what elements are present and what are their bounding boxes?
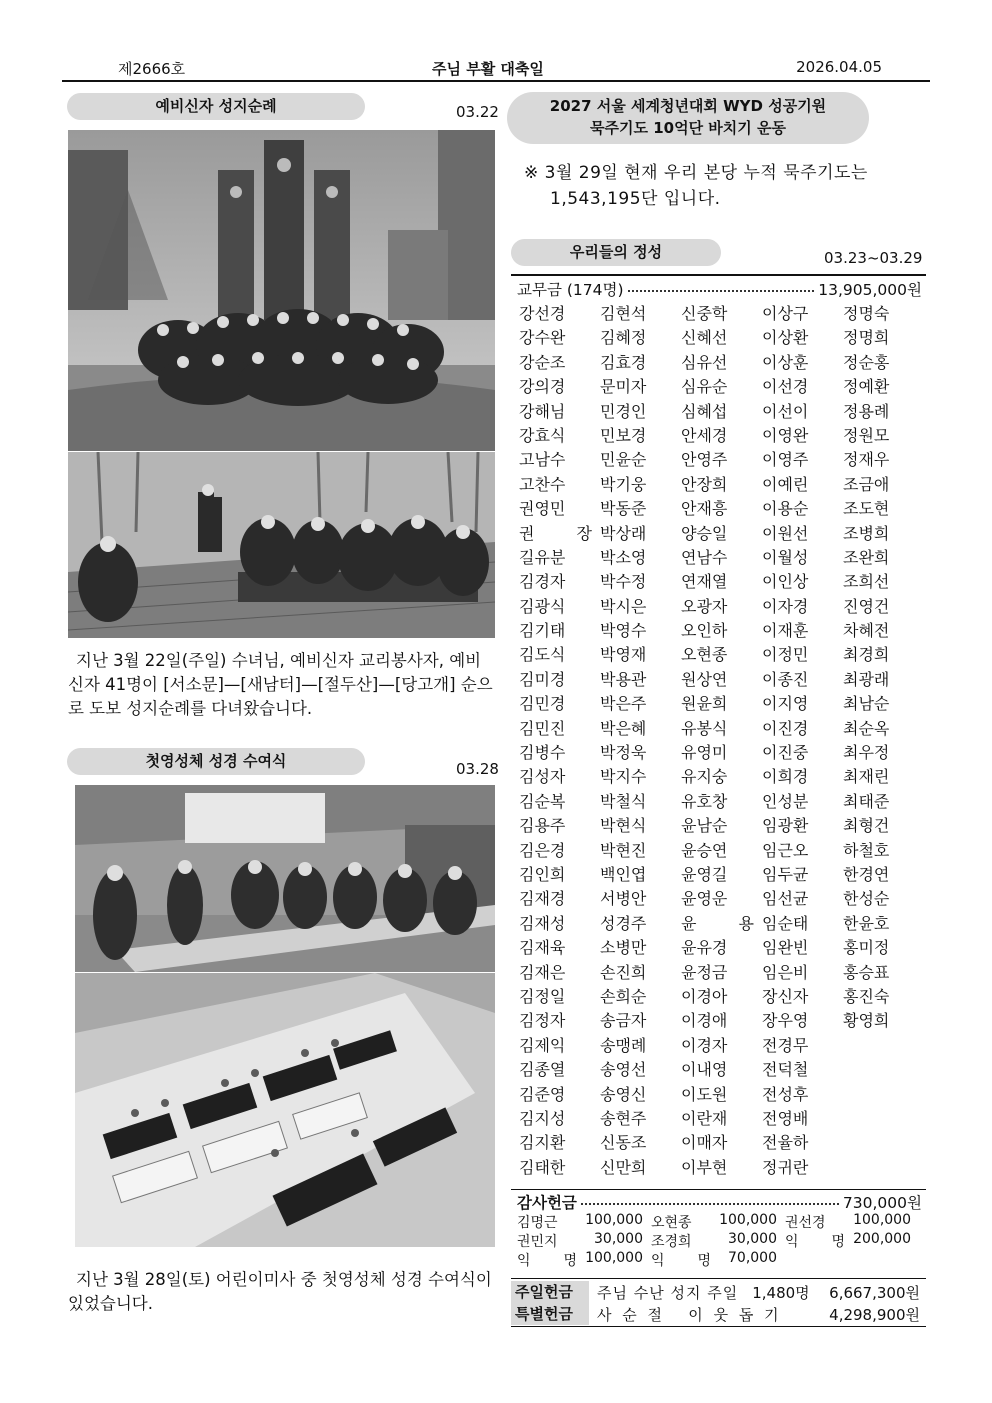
thanks-donor-amount: 100,000: [853, 1212, 911, 1228]
donor-name: 차혜전: [843, 621, 890, 641]
donor-name: 연재열: [681, 572, 728, 592]
thanks-donor-name: 김명근: [517, 1215, 558, 1231]
communion-bibles-photo: [75, 973, 495, 1247]
donor-name: 이상훈: [762, 352, 809, 372]
donor-name: 황영희: [843, 1011, 890, 1031]
donor-name: 홍미정: [843, 938, 890, 958]
donor-name: 이란재: [681, 1108, 728, 1128]
dues-leader-dots: [628, 282, 815, 292]
donor-name: 연남수: [681, 547, 728, 567]
donor-name: 진영건: [843, 596, 890, 616]
thanks-donor-amount: [849, 1250, 919, 1269]
donor-name: 유호창: [681, 791, 728, 811]
donor-name: [841, 1082, 922, 1106]
donor-name: 손진희: [600, 962, 647, 982]
wyd-title: [507, 92, 869, 144]
dues-donor-names: [517, 301, 922, 1179]
donor-name: 김효경: [600, 352, 647, 372]
pilgrimage-title: 예비신자 성지순례: [67, 93, 365, 120]
donor-name: 권 장: [519, 523, 592, 543]
donor-name: 이월성: [762, 547, 809, 567]
special-offering-label: 특별헌금: [511, 1303, 589, 1325]
donor-name: 윤정금: [681, 962, 728, 982]
donor-name: 김민경: [519, 694, 566, 714]
donor-name: 안영주: [681, 450, 728, 470]
donor-name: 백인엽: [600, 864, 647, 884]
donor-name: 윤남순: [681, 816, 728, 836]
page-header: [62, 58, 930, 82]
donor-name: 유지숭: [681, 767, 728, 787]
donor-name: 정예환: [843, 377, 890, 397]
donor-name: 송현주: [600, 1108, 647, 1128]
donor-name: 심유순: [681, 377, 728, 397]
thanks-donor-name: 권선경: [785, 1215, 826, 1231]
donor-name: 김재육: [519, 938, 566, 958]
dues-amount: 13,905,000원: [818, 281, 922, 299]
wyd-title-line2: 묵주기도 10억단 바치기 운동: [590, 119, 786, 137]
donor-name: 김광식: [519, 596, 566, 616]
dues-total-row: [517, 277, 922, 301]
donor-name: 장신자: [762, 986, 809, 1006]
issue-number: 제2666호: [118, 60, 186, 78]
donor-name: 김미경: [519, 669, 566, 689]
donor-name: 민윤순: [600, 450, 647, 470]
donor-name: 이선이: [762, 401, 809, 421]
donor-name: [841, 1106, 922, 1130]
pilgrimage-group-photo: [68, 130, 495, 451]
pilgrimage-caption: 지난 3월 22일(주일) 수녀님, 예비신자 교리봉사자, 예비신자 41명이 [서소문]—[새남터]—[절두산]—[당고개] 순으로 도보 성지순례를 다녀왔습니다.: [68, 651, 493, 718]
donor-name: 김현석: [600, 304, 647, 323]
donor-name: 임완빈: [762, 938, 809, 958]
thanks-total-row: [517, 1190, 922, 1214]
donor-name: 김종열: [519, 1060, 566, 1080]
donor-name: 전성후: [762, 1084, 809, 1104]
donor-name: 임순태: [762, 913, 809, 933]
thanks-donor-amount: 100,000: [585, 1212, 643, 1228]
donor-name: 김정일: [519, 986, 566, 1006]
donor-name: 박상래: [600, 523, 647, 543]
sunday-offering-amount: 6,667,300원: [829, 1283, 920, 1302]
donor-name: 한윤호: [843, 913, 890, 933]
donor-name: 김은경: [519, 840, 566, 860]
thanks-donor-amount: 70,000: [728, 1250, 777, 1266]
donor-name: 김경자: [519, 572, 566, 592]
donor-name: 원윤희: [681, 694, 728, 714]
pilgrimage-date: 03.22: [456, 103, 499, 121]
donor-name: 조희선: [843, 572, 890, 592]
donor-name: 임선균: [762, 889, 809, 909]
communion-ceremony-photo: [75, 785, 495, 972]
thanks-donor-amount: 30,000: [594, 1231, 643, 1247]
donor-name: 심혜섭: [681, 401, 728, 421]
donor-name: 임근오: [762, 840, 809, 860]
donor-name: 조금애: [843, 474, 890, 494]
donor-name: 이경아: [681, 986, 728, 1006]
thanks-donor-name: 조경희: [651, 1234, 692, 1250]
donor-name: 안재흥: [681, 499, 728, 519]
sunday-offering-label: 주일헌금: [511, 1281, 589, 1303]
donor-name: 이진중: [762, 743, 809, 763]
offer-top-rule: [511, 1278, 926, 1279]
donor-name: 길유분: [519, 547, 566, 567]
donor-name: 신중학: [681, 304, 728, 323]
donor-name: 박현진: [600, 840, 647, 860]
donor-name: 오현종: [681, 645, 728, 665]
donor-name: 이상환: [762, 328, 809, 348]
donor-name: 송영선: [600, 1060, 647, 1080]
donor-name: 이종진: [762, 669, 809, 689]
donor-name: 이재훈: [762, 621, 809, 641]
donor-name: 민보경: [600, 425, 647, 445]
donor-name: 한성순: [843, 889, 890, 909]
donor-name: 김혜정: [600, 328, 647, 348]
donor-name: 최우정: [843, 743, 890, 763]
thanks-donor-list: [517, 1212, 922, 1269]
donor-name: 김용주: [519, 816, 566, 836]
donor-name: 박기웅: [600, 474, 647, 494]
donor-name: 양승일: [681, 523, 728, 543]
donor-name: 윤영운: [681, 889, 728, 909]
donor-name: 이내영: [681, 1060, 728, 1080]
offering-top-rule: [511, 274, 926, 276]
sunday-offering-desc: 주님 수난 성지 주일: [597, 1283, 739, 1302]
donor-name: 정순홍: [843, 352, 890, 372]
donor-name: 김재성: [519, 913, 566, 933]
donor-name: 강순조: [519, 352, 566, 372]
donor-name: 신만희: [600, 1157, 647, 1177]
donor-name: 김성자: [519, 767, 566, 787]
donor-name: 이부현: [681, 1157, 728, 1177]
donor-name: 이인상: [762, 572, 809, 592]
donor-name: 심유선: [681, 352, 728, 372]
donor-name: 이상구: [762, 304, 809, 323]
donor-name: 이영완: [762, 425, 809, 445]
donor-name: 송금자: [600, 1011, 647, 1031]
special-offering-row: [511, 1303, 926, 1325]
donor-name: 이경자: [681, 1035, 728, 1055]
donor-name: 최광래: [843, 669, 890, 689]
donor-name: 정명희: [843, 328, 890, 348]
donor-name: 박시은: [600, 596, 647, 616]
donor-name: 김기태: [519, 621, 566, 641]
donor-name: 박정욱: [600, 743, 647, 763]
donor-name: 김준영: [519, 1084, 566, 1104]
donor-name: 이희경: [762, 767, 809, 787]
donor-name: 정재우: [843, 450, 890, 470]
donor-name: 민경인: [600, 401, 647, 421]
issue-date: 2026.04.05: [796, 58, 882, 76]
thanks-donor-amount: 100,000: [719, 1212, 777, 1228]
communion-caption: 지난 3월 28일(토) 어린이미사 중 첫영성체 성경 수여식이 있었습니다.: [68, 1270, 492, 1313]
donor-name: 최경희: [843, 645, 890, 665]
donor-name: 이도원: [681, 1084, 728, 1104]
donor-name: 윤영길: [681, 864, 728, 884]
donor-name: 박용관: [600, 669, 647, 689]
donor-name: 최형건: [843, 816, 890, 836]
donor-name: 최태준: [843, 791, 890, 811]
donor-name: [841, 1033, 922, 1057]
donor-name: 정귀란: [762, 1157, 809, 1177]
donor-name: 유봉식: [681, 718, 728, 738]
donor-name: 김지성: [519, 1108, 566, 1128]
donor-name: 인성분: [762, 791, 809, 811]
donor-name: 소병만: [600, 938, 647, 958]
donor-name: 정명숙: [843, 304, 890, 323]
donor-name: 한경연: [843, 864, 890, 884]
donor-name: 김재경: [519, 889, 566, 909]
donor-name: 강해님: [519, 401, 566, 421]
donor-name: 최남순: [843, 694, 890, 714]
donor-name: 박영수: [600, 621, 647, 641]
donor-name: 정원모: [843, 425, 890, 445]
donor-name: 박은주: [600, 694, 647, 714]
donor-name: [841, 1057, 922, 1081]
donor-name: 전덕철: [762, 1060, 809, 1080]
donor-name: 김재은: [519, 962, 566, 982]
sunday-offering-count: 1,480명: [752, 1283, 810, 1302]
special-offering-desc: 사 순 절 이 웃 돕 기: [597, 1305, 782, 1324]
donor-name: 조병희: [843, 523, 890, 543]
donor-name: 박지수: [600, 767, 647, 787]
donor-name: 이예린: [762, 474, 809, 494]
donor-name: 고남수: [519, 450, 566, 470]
donor-name: 이정민: [762, 645, 809, 665]
donor-name: 홍진숙: [843, 986, 890, 1006]
donor-name: 정용례: [843, 401, 890, 421]
donor-name: 권영민: [519, 499, 566, 519]
donor-name: 박동준: [600, 499, 647, 519]
donor-name: 강수완: [519, 328, 566, 348]
dues-label: 교무금 (174명): [517, 281, 624, 299]
donor-name: 김도식: [519, 645, 566, 665]
donor-name: 김제익: [519, 1035, 566, 1055]
donor-name: 신혜선: [681, 328, 728, 348]
donor-name: 강효식: [519, 425, 566, 445]
special-offering-amount: 4,298,900원: [829, 1305, 920, 1324]
donor-name: 임두균: [762, 864, 809, 884]
donor-name: 전율하: [762, 1133, 809, 1153]
donor-name: 박소영: [600, 547, 647, 567]
donor-name: 박영재: [600, 645, 647, 665]
donor-name: 윤 용: [681, 913, 754, 933]
thanks-donor-name: [785, 1250, 849, 1269]
donor-name: 박은혜: [600, 718, 647, 738]
donor-name: 최순옥: [843, 718, 890, 738]
donor-name: 원상연: [681, 669, 728, 689]
donor-name: 서병안: [600, 889, 647, 909]
donor-name: 윤승연: [681, 840, 728, 860]
thanks-donor-name: 오현종: [651, 1215, 692, 1231]
donor-name: [841, 1155, 922, 1179]
donor-name: 이경애: [681, 1011, 728, 1031]
donor-name: 하철호: [843, 840, 890, 860]
donor-name: 이지영: [762, 694, 809, 714]
donor-name: 조도현: [843, 499, 890, 519]
thanks-donor-amount: 200,000: [853, 1231, 911, 1247]
donor-name: 윤유경: [681, 938, 728, 958]
donor-name: 고찬수: [519, 474, 566, 494]
donor-name: 오광자: [681, 596, 728, 616]
donor-name: 홍승표: [843, 962, 890, 982]
bulletin-title: 주님 부활 대축일: [432, 60, 544, 78]
donor-name: 신동조: [600, 1133, 647, 1153]
communion-title: 첫영성체 성경 수여식: [67, 748, 365, 775]
donor-name: 송영신: [600, 1084, 647, 1104]
thanks-donor-name: 익 명: [651, 1253, 711, 1269]
donor-name: 김태한: [519, 1157, 566, 1177]
offer-bottom-rule: [511, 1326, 926, 1327]
thanks-donor-amount: 100,000: [585, 1250, 643, 1266]
thanks-donor-amount: 30,000: [728, 1231, 777, 1247]
donor-name: 이영주: [762, 450, 809, 470]
donor-name: 전경무: [762, 1035, 809, 1055]
offering-title: 우리들의 정성: [511, 239, 721, 266]
donor-name: 김지환: [519, 1133, 566, 1153]
donor-name: 김민진: [519, 718, 566, 738]
donor-name: 강의경: [519, 377, 566, 397]
donor-name: 박철식: [600, 791, 647, 811]
donor-name: 임은비: [762, 962, 809, 982]
donor-name: 이용순: [762, 499, 809, 519]
donor-name: 전영배: [762, 1108, 809, 1128]
donor-name: 이진경: [762, 718, 809, 738]
offering-period: 03.23~03.29: [824, 249, 923, 267]
donor-name: 송맹례: [600, 1035, 647, 1055]
donor-name: 김병수: [519, 743, 566, 763]
wyd-rosary-notice: ※ 3월 29일 현재 우리 본당 누적 묵주기도는 1,543,195단 입니다.: [524, 163, 868, 209]
thanks-donor-name: 권민지: [517, 1234, 558, 1250]
donor-name: 성경주: [600, 913, 647, 933]
donor-name: 조완희: [843, 547, 890, 567]
donor-name: 이선경: [762, 377, 809, 397]
donor-name: 안장희: [681, 474, 728, 494]
thanks-leader-dots: [581, 1195, 839, 1205]
donor-name: 박현식: [600, 816, 647, 836]
donor-name: 김인희: [519, 864, 566, 884]
thanks-label: 감사헌금: [517, 1194, 577, 1212]
thanks-donor-name: 익 명: [785, 1234, 845, 1250]
donor-name: 최재린: [843, 767, 890, 787]
donor-name: 이자경: [762, 596, 809, 616]
donor-name: 임광환: [762, 816, 809, 836]
donor-name: [841, 1130, 922, 1154]
donor-name: 강선경: [519, 304, 566, 323]
sunday-offering-row: [511, 1281, 926, 1303]
donor-name: 이원선: [762, 523, 809, 543]
donor-name: 김정자: [519, 1011, 566, 1031]
wyd-title-line1: 2027 서울 세계청년대회 WYD 성공기원: [549, 97, 827, 115]
thanks-donor-name: 익 명: [517, 1253, 577, 1269]
donor-name: 손희순: [600, 986, 647, 1006]
donor-name: 장우영: [762, 1011, 809, 1031]
donor-name: 박수정: [600, 572, 647, 592]
donor-name: 김순복: [519, 791, 566, 811]
donor-name: 유영미: [681, 743, 728, 763]
donor-name: 이매자: [681, 1133, 728, 1153]
donor-name: 오인하: [681, 621, 728, 641]
donor-name: 문미자: [600, 377, 647, 397]
pilgrimage-rest-photo: [68, 452, 495, 638]
donor-name: 안세경: [681, 425, 728, 445]
thanks-amount: 730,000원: [842, 1194, 922, 1212]
communion-date: 03.28: [456, 760, 499, 778]
